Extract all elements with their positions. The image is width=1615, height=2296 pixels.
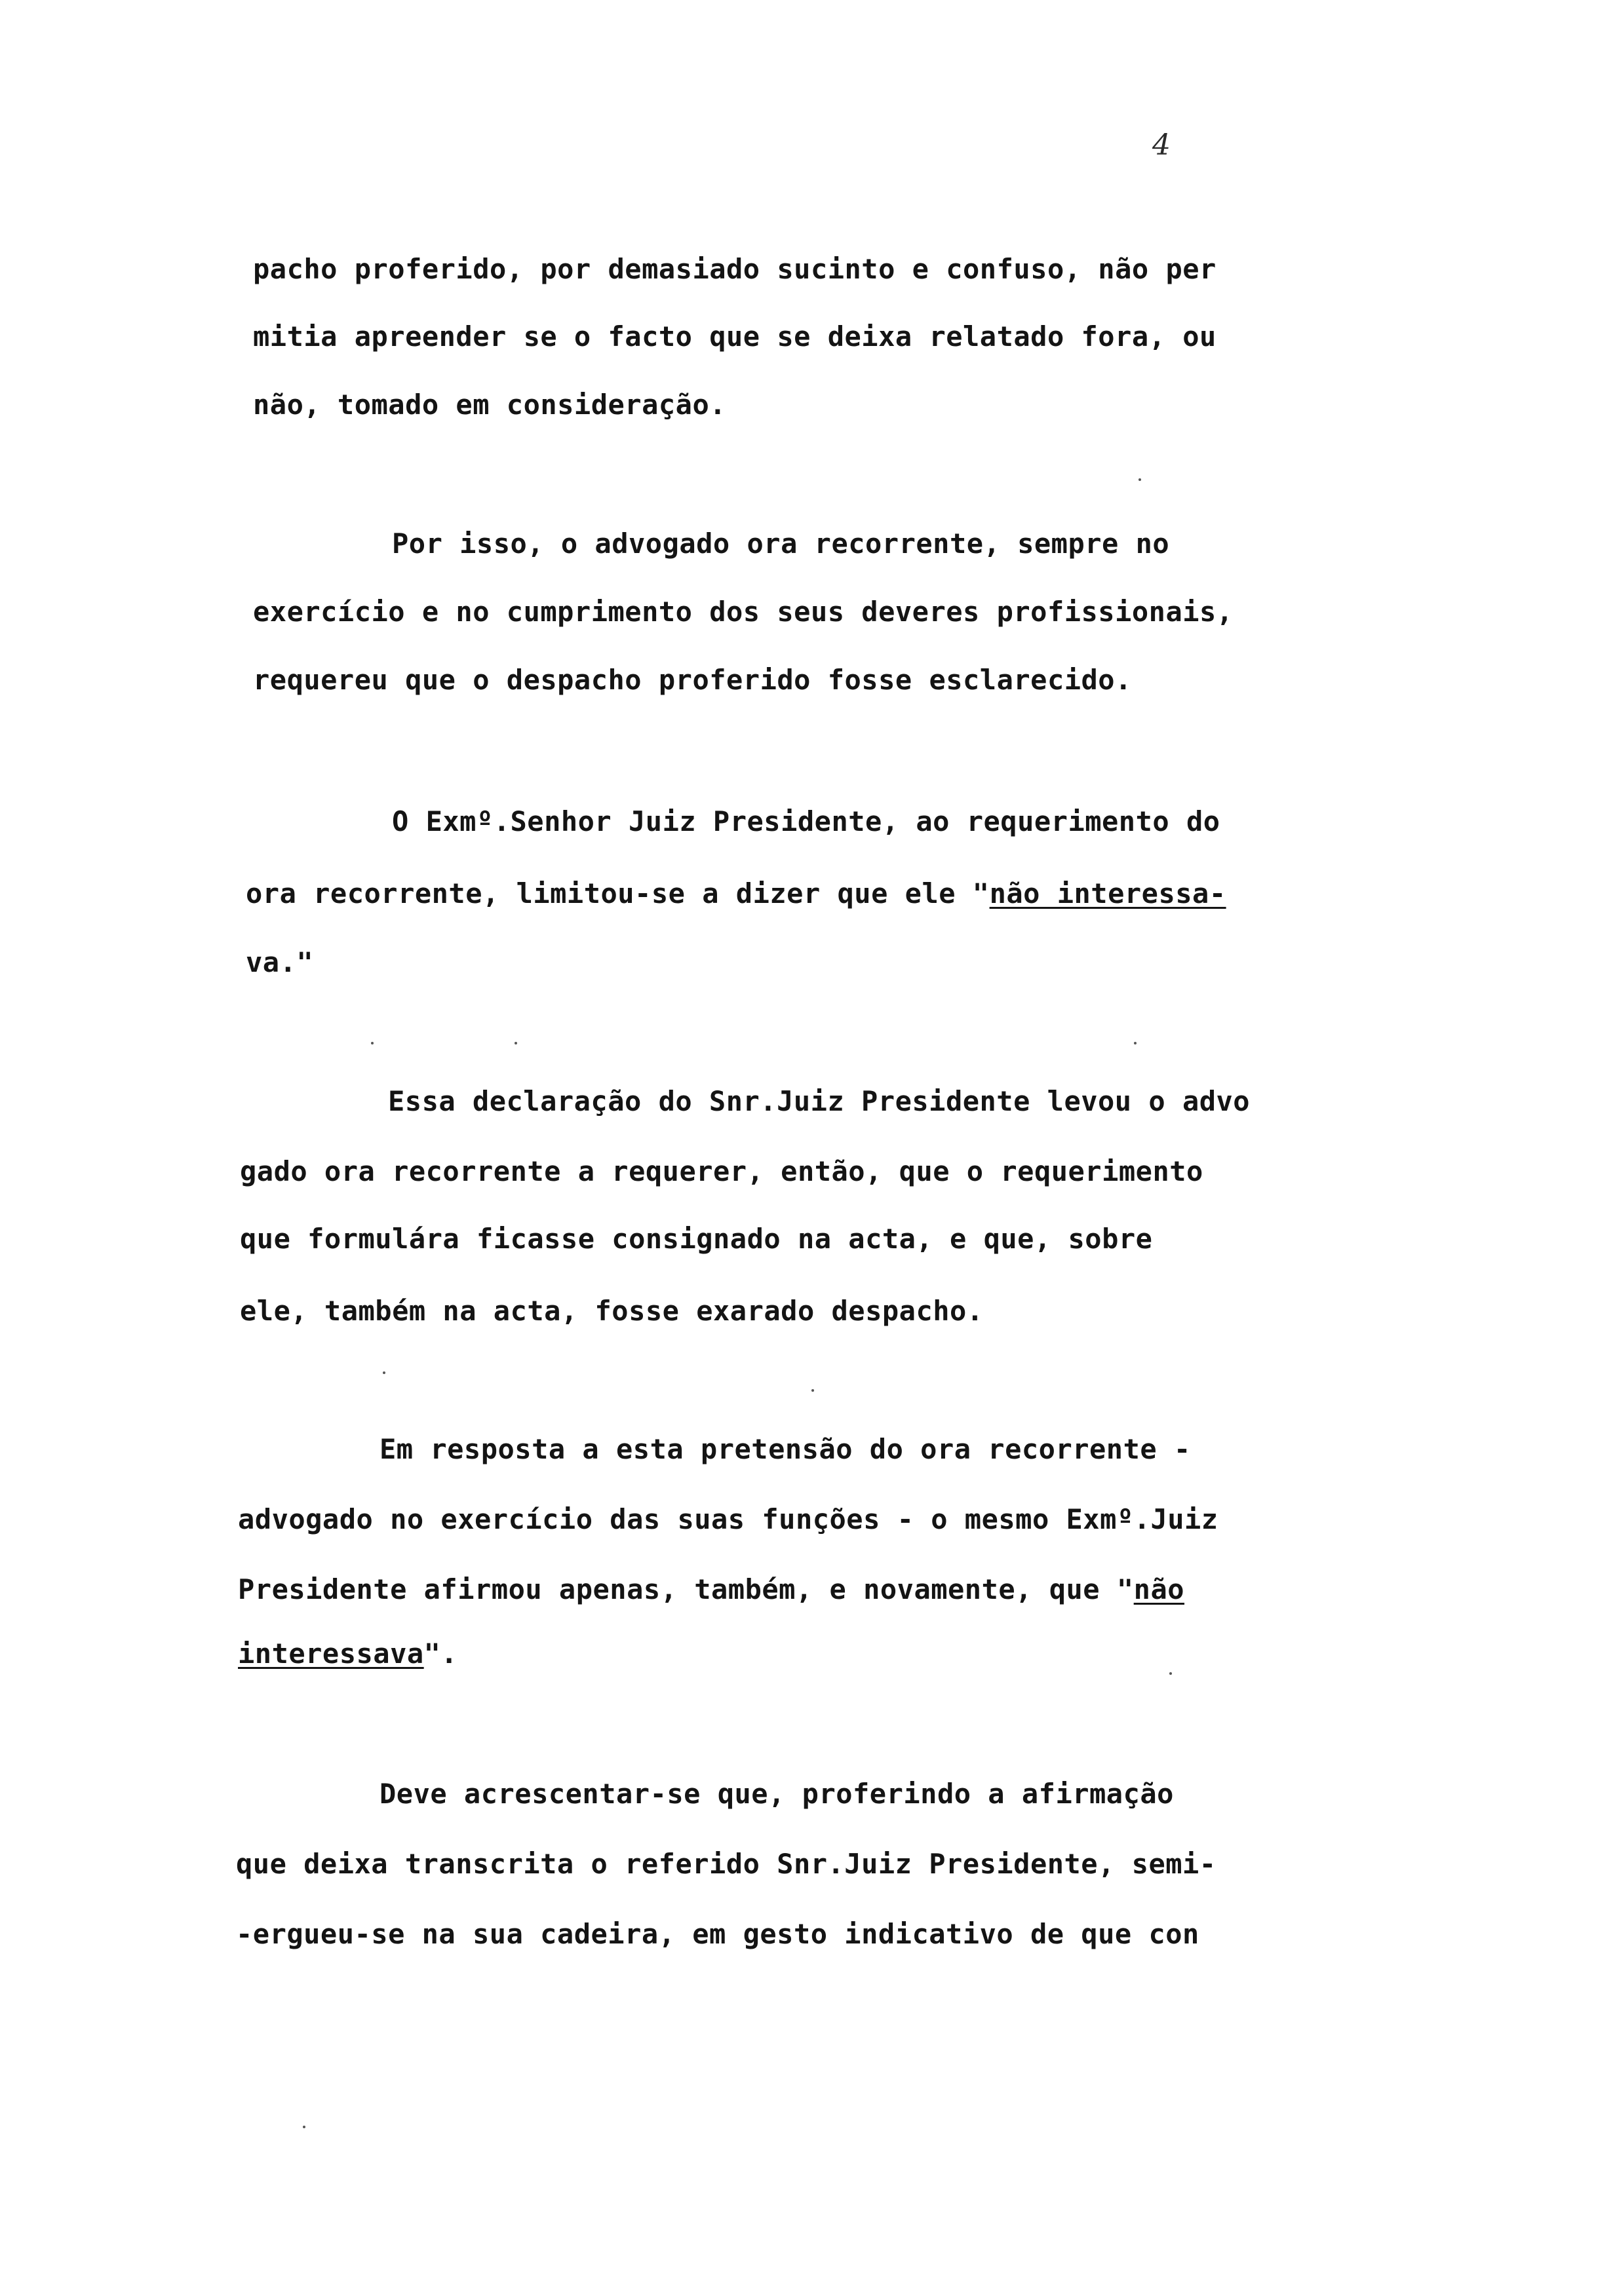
text-run: advogado no exercício das suas funções - o mesmo Exmº.Juiz xyxy=(238,1503,1218,1535)
text-run: pacho proferido, por demasiado sucinto e confuso, não per xyxy=(253,253,1216,285)
text-run: que formulára ficasse consignado na acta, e que, sobre xyxy=(240,1223,1153,1255)
text-line xyxy=(392,527,1214,560)
text-line xyxy=(238,1573,1242,1605)
text-line xyxy=(246,877,1292,909)
text-run: Presidente afirmou apenas, também, e novamente, que " xyxy=(238,1573,1134,1605)
text-run: Essa declaração do Snr.Juiz Presidente levou o advo xyxy=(388,1085,1251,1117)
paper-speck xyxy=(383,1371,385,1374)
paper-speck xyxy=(515,1042,517,1044)
text-run: exercício e no cumprimento dos seus deveres profissionais, xyxy=(253,596,1234,628)
text-line xyxy=(236,1918,1274,1950)
text-run: ". xyxy=(423,1637,458,1670)
paper-speck xyxy=(1134,1042,1137,1044)
text-line xyxy=(240,1225,1152,1253)
text-line xyxy=(253,598,1286,626)
underlined-text: não interessa- xyxy=(989,877,1226,909)
paper-speck xyxy=(303,2126,305,2128)
text-run: não, tomado em consideração. xyxy=(253,389,727,421)
text-line xyxy=(238,1503,1275,1535)
text-line xyxy=(253,391,726,419)
text-line xyxy=(379,1433,1245,1465)
paper-speck xyxy=(811,1389,814,1392)
text-run: O Exmº.Senhor Juiz Presidente, ao requerimento do xyxy=(392,805,1220,837)
text-line xyxy=(253,320,1274,353)
text-run: va." xyxy=(246,946,314,978)
text-run: Deve acrescentar-se que, proferindo a afirmação xyxy=(379,1778,1174,1810)
underlined-text: não xyxy=(1133,1573,1185,1605)
text-run: mitia apreender se o facto que se deixa relatado fora, ou xyxy=(253,320,1216,353)
text-line xyxy=(236,1850,1274,1878)
text-run: requereu que o despacho proferido fosse esclarecido. xyxy=(253,664,1132,696)
page-number: 4 xyxy=(1152,128,1171,162)
text-line xyxy=(388,1085,1293,1117)
text-line xyxy=(240,1297,984,1325)
paper-speck xyxy=(1138,478,1141,481)
text-run: -ergueu-se na sua cadeira, em gesto indicativo de que con xyxy=(236,1918,1199,1950)
text-run: gado ora recorrente a requerer, então, que o requerimento xyxy=(240,1155,1203,1187)
paper-speck xyxy=(1169,1672,1172,1675)
text-line xyxy=(379,1780,1220,1808)
text-line xyxy=(240,1155,1267,1187)
text-line xyxy=(253,666,1132,694)
text-run: ora recorrente, limitou-se a dizer que ele " xyxy=(246,877,990,909)
text-run: Em resposta a esta pretensão do ora recorrente - xyxy=(379,1433,1191,1465)
text-line xyxy=(253,253,1287,285)
text-run: ele, também na acta, fosse exarado despacho. xyxy=(240,1295,984,1327)
text-run: que deixa transcrita o referido Snr.Juiz Presidente, semi- xyxy=(236,1848,1216,1880)
paper-speck xyxy=(371,1042,374,1044)
text-line xyxy=(392,805,1260,837)
text-line xyxy=(238,1637,458,1670)
text-run: Por isso, o advogado ora recorrente, sempre no xyxy=(392,527,1170,560)
text-line xyxy=(246,946,314,978)
underlined-text: interessava xyxy=(238,1637,424,1670)
